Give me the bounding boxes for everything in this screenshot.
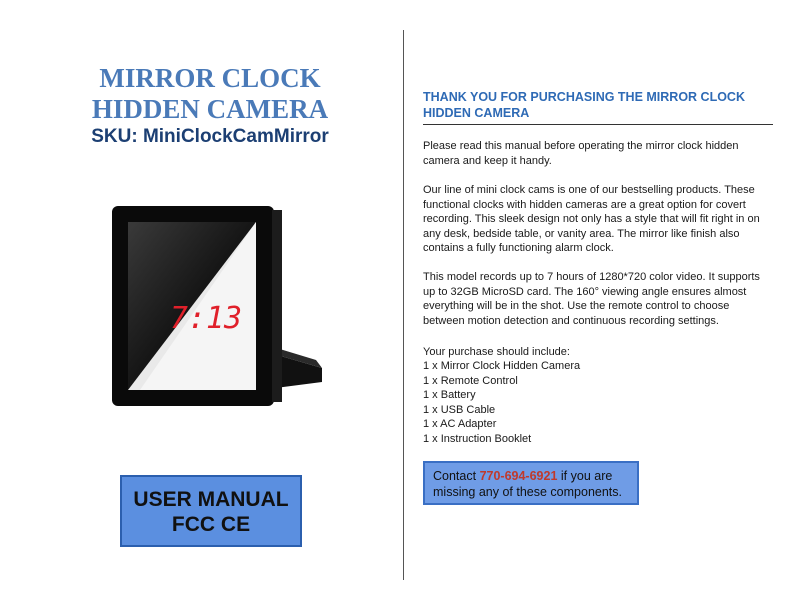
specs-paragraph: This model records up to 7 hours of 1280*720 color video. It supports up to 32GB MicroSD card. The 160° viewing angle ensures almost everything will be in the shot. Use the remote control to choose between motion detection and continuous recording settings. xyxy=(423,271,760,327)
page-divider xyxy=(403,30,404,580)
clock-digits: 7:13 xyxy=(169,301,243,336)
user-manual-badge xyxy=(120,475,302,547)
includes-title: Your purchase should include: xyxy=(423,346,570,358)
thank-you-heading: THANK YOU FOR PURCHASING THE MIRROR CLOCK HIDDEN CAMERA xyxy=(423,89,773,125)
intro-paragraph: Please read this manual before operating the mirror clock hidden camera and keep it handy. xyxy=(423,140,739,167)
includes-list xyxy=(423,359,580,447)
product-line-paragraph: Our line of mini clock cams is one of our bestselling products. These functional clocks with hidden cameras are a great option for covert recording. This sleek design not only has a style that will fit right in on any desk, bedside table, or vanity area. The mirror like finish also contains a fully functioning alarm clock. xyxy=(423,184,760,255)
list-item: 1 x Mirror Clock Hidden Camera xyxy=(423,360,581,372)
contact-phone[interactable]: 770-694-6921 xyxy=(479,469,558,483)
list-item: 1 x AC Adapter xyxy=(423,418,497,431)
contact-suffix: if you are missing any of these components. xyxy=(433,469,622,499)
contact-callout xyxy=(423,461,639,505)
list-item: 1 x Remote Control xyxy=(423,374,518,387)
sku-label: SKU: MiniClockCamMirror xyxy=(91,126,329,147)
list-item: 1 x Battery xyxy=(423,389,476,402)
list-item: 1 x USB Cable xyxy=(423,403,496,416)
user-manual-label: USER MANUAL xyxy=(133,488,289,511)
intro-column xyxy=(423,0,778,609)
contact-prefix: Contact xyxy=(433,469,480,483)
product-title-line1: MIRROR CLOCK xyxy=(99,63,321,93)
mirror-clock-product-image xyxy=(110,200,330,415)
list-item: 1 x Instruction Booklet xyxy=(423,432,532,445)
certification-label: FCC CE xyxy=(171,513,251,536)
product-title-line2: HIDDEN CAMERA xyxy=(91,94,329,124)
